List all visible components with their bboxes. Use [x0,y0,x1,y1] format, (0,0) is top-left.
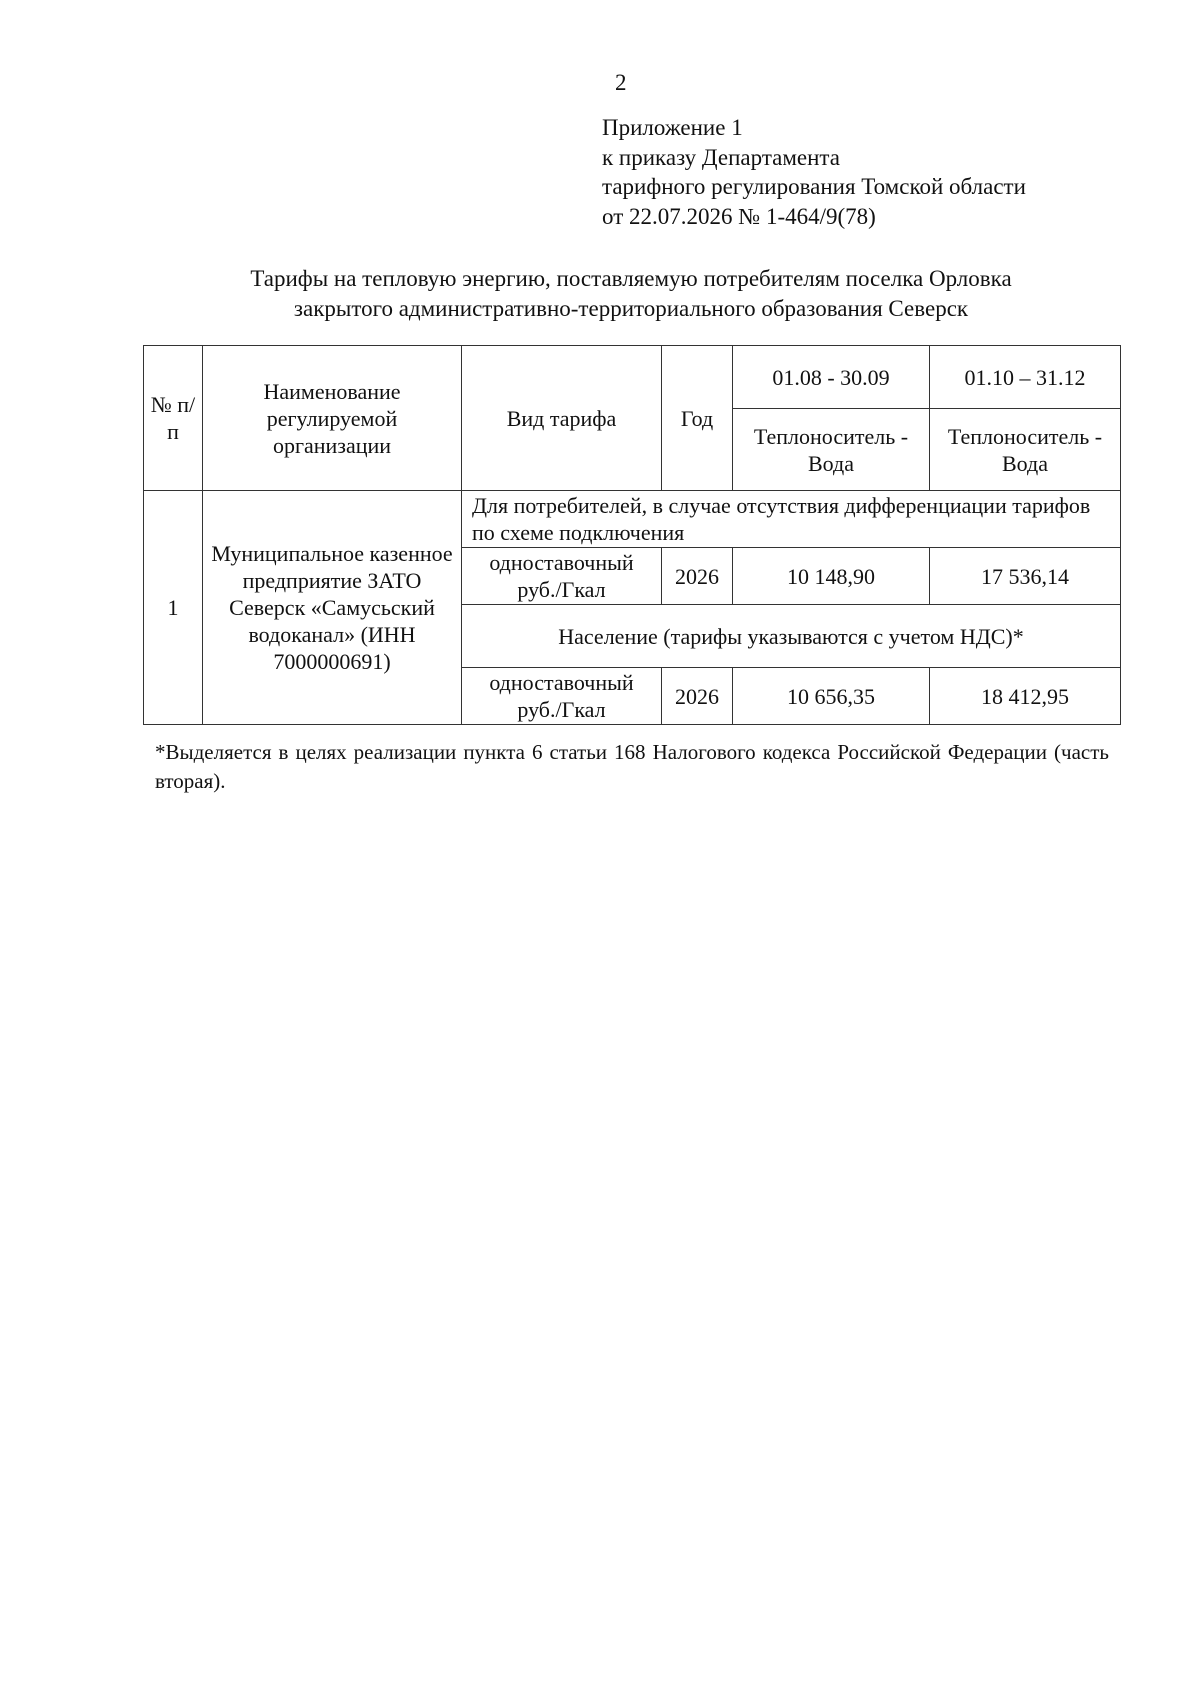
header-period-2: 01.10 – 31.12 [930,346,1121,409]
appendix-line: к приказу Департамента [602,144,840,170]
appendix-line: от 22.07.2026 № 1-464/9(78) [602,203,876,229]
title-line: Тарифы на тепловую энергию, поставляемую потребителям поселка Орловка [250,266,1012,291]
tariff-value-period-2: 18 412,95 [930,668,1121,725]
header-organization: Наименование регулируемой организации [203,346,462,491]
tariff-value-period-1: 10 656,35 [733,668,930,725]
tariff-value-period-2: 17 536,14 [930,548,1121,605]
header-tariff-type: Вид тарифа [462,346,662,491]
header-year: Год [662,346,733,491]
tariff-type-cell: одноставочный руб./Гкал [462,548,662,605]
header-carrier-1: Теплоноситель - Вода [733,409,930,491]
header-number: № п/п [144,346,203,491]
footnote: *Выделяется в целях реализации пункта 6 статьи 168 Налогового кодекса Российской Федерации (часть вторая). [155,740,1109,793]
header-period-1: 01.08 - 30.09 [733,346,930,409]
appendix-line: Приложение 1 [602,115,743,140]
year-cell: 2026 [662,668,733,725]
appendix-reference [602,113,1026,231]
page-number: 2 [615,70,627,95]
tariff-value-period-1: 10 148,90 [733,548,930,605]
row-number: 1 [144,491,203,725]
year-cell: 2026 [662,548,733,605]
tariff-type-cell: одноставочный руб./Гкал [462,668,662,725]
title-line: закрытого административно-территориального образования Северск [293,295,969,321]
organization-name: Муниципальное казенное предприятие ЗАТО Северск «Самусьский водоканал» (ИНН 7000000691) [203,491,462,725]
section-label: Для потребителей, в случае отсутствия дифференциации тарифов по схеме подключения [462,491,1121,548]
document-title [143,264,1119,323]
header-carrier-2: Теплоноситель - Вода [930,409,1121,491]
tariff-table [143,345,1121,725]
section-label: Население (тарифы указываются с учетом НДС)* [462,605,1121,668]
appendix-line: тарифного регулирования Томской области [602,174,1026,199]
